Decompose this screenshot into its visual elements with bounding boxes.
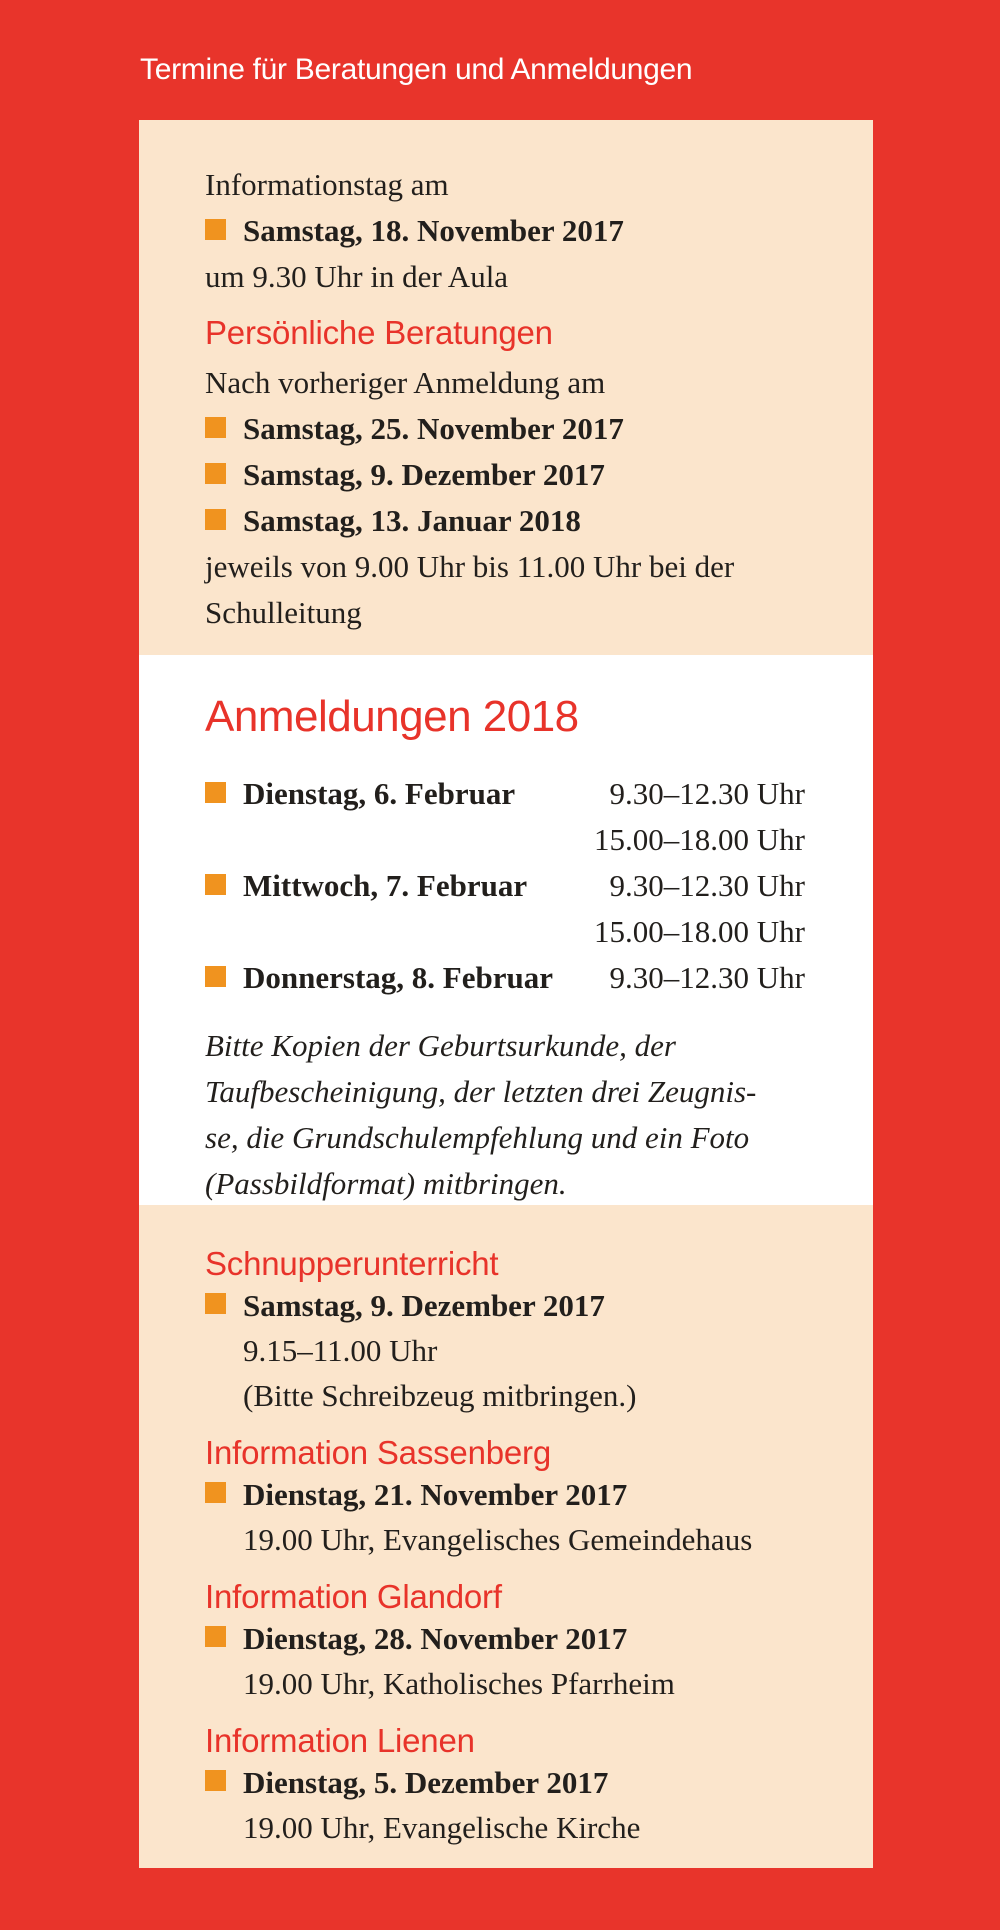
termin-detail: 9.15–11.00 Uhr xyxy=(243,1333,438,1368)
anmeldung-times xyxy=(553,955,805,1001)
note-line: Bitte Kopien der Geburtsurkunde, der xyxy=(205,1028,676,1063)
content-panel xyxy=(139,120,873,1868)
list-item-termin-date xyxy=(205,1283,805,1328)
bullet-square-icon xyxy=(205,1626,226,1647)
anmeldungen-heading: Anmeldungen 2018 xyxy=(205,692,579,741)
bullet-square-icon xyxy=(205,219,226,240)
termin-group-glandorf xyxy=(205,1578,805,1706)
anmeldung-row xyxy=(205,771,805,863)
termin-detail: 19.00 Uhr, Evangelisches Gemeindehaus xyxy=(243,1522,753,1557)
bullet-square-icon xyxy=(205,966,226,987)
note-line: (Passbildformat) mitbringen. xyxy=(205,1166,567,1201)
anmeldung-time: 9.30–12.30 Uhr xyxy=(609,776,805,811)
section-termine xyxy=(139,1205,873,1868)
bullet-square-icon xyxy=(205,463,226,484)
termin-group-sassenberg xyxy=(205,1434,805,1562)
bullet-square-icon xyxy=(205,1482,226,1503)
beratungen-outro-line: Schulleitung xyxy=(205,595,362,630)
informationstag-intro: Informationstag am xyxy=(205,167,449,202)
termin-heading: Information Sassenberg xyxy=(205,1434,551,1471)
list-item-informationstag-date xyxy=(205,208,805,254)
bullet-square-icon xyxy=(205,782,226,803)
list-item-termin-date xyxy=(205,1760,805,1805)
list-item-beratung-date xyxy=(205,452,805,498)
anmeldung-row xyxy=(205,955,805,1001)
termin-heading: Schnupperunterricht xyxy=(205,1245,499,1282)
termin-group-schnupperunterricht xyxy=(205,1245,805,1418)
anmeldung-time: 9.30–12.30 Uhr xyxy=(609,868,805,903)
termin-group-lienen xyxy=(205,1722,805,1850)
anmeldung-times xyxy=(527,863,805,955)
informationstag-time-place: um 9.30 Uhr in der Aula xyxy=(205,259,509,294)
termin-date: Samstag, 9. Dezember 2017 xyxy=(243,1288,605,1323)
beratung-date: Samstag, 25. November 2017 xyxy=(243,411,624,446)
termin-detail: (Bitte Schreibzeug mitbringen.) xyxy=(243,1378,637,1413)
section-informationstag xyxy=(139,120,873,655)
anmeldung-row xyxy=(205,863,805,955)
beratung-date: Samstag, 9. Dezember 2017 xyxy=(243,457,605,492)
list-item-beratung-date xyxy=(205,406,805,452)
list-item-termin-date xyxy=(205,1616,805,1661)
note-line: Taufbescheinigung, der letzten drei Zeugnis- xyxy=(205,1074,757,1109)
anmeldung-day: Mittwoch, 7. Februar xyxy=(243,868,528,903)
termin-date: Dienstag, 21. November 2017 xyxy=(243,1477,628,1512)
bullet-square-icon xyxy=(205,417,226,438)
bullet-square-icon xyxy=(205,1770,226,1791)
list-item-termin-date xyxy=(205,1472,805,1517)
anmeldung-time: 15.00–18.00 Uhr xyxy=(594,914,805,949)
bullet-square-icon xyxy=(205,509,226,530)
list-item-beratung-date xyxy=(205,498,805,544)
termin-date: Dienstag, 5. Dezember 2017 xyxy=(243,1765,609,1800)
note-line: se, die Grundschulempfehlung und ein Foto xyxy=(205,1120,750,1155)
termin-heading: Information Lienen xyxy=(205,1722,475,1759)
beratungen-heading: Persönliche Beratungen xyxy=(205,314,553,351)
anmeldung-times xyxy=(515,771,805,863)
section-anmeldungen xyxy=(139,655,873,1205)
beratung-date: Samstag, 13. Januar 2018 xyxy=(243,503,581,538)
page-title: Termine für Beratungen und Anmeldungen xyxy=(140,53,693,86)
anmeldung-day: Dienstag, 6. Februar xyxy=(243,776,516,811)
informationstag-date: Samstag, 18. November 2017 xyxy=(243,213,624,248)
bullet-square-icon xyxy=(205,874,226,895)
beratungen-intro: Nach vorheriger Anmeldung am xyxy=(205,365,606,400)
beratungen-outro-line: jeweils von 9.00 Uhr bis 11.00 Uhr bei der xyxy=(205,549,735,584)
anmeldung-time: 15.00–18.00 Uhr xyxy=(594,822,805,857)
termin-detail: 19.00 Uhr, Katholisches Pfarrheim xyxy=(243,1666,675,1701)
termin-date: Dienstag, 28. November 2017 xyxy=(243,1621,628,1656)
termin-heading: Information Glandorf xyxy=(205,1578,502,1615)
bullet-square-icon xyxy=(205,1293,226,1314)
termin-detail: 19.00 Uhr, Evangelische Kirche xyxy=(243,1810,641,1845)
anmeldung-time: 9.30–12.30 Uhr xyxy=(609,960,805,995)
anmeldungen-note xyxy=(205,1023,805,1207)
anmeldung-day: Donnerstag, 8. Februar xyxy=(243,960,553,995)
